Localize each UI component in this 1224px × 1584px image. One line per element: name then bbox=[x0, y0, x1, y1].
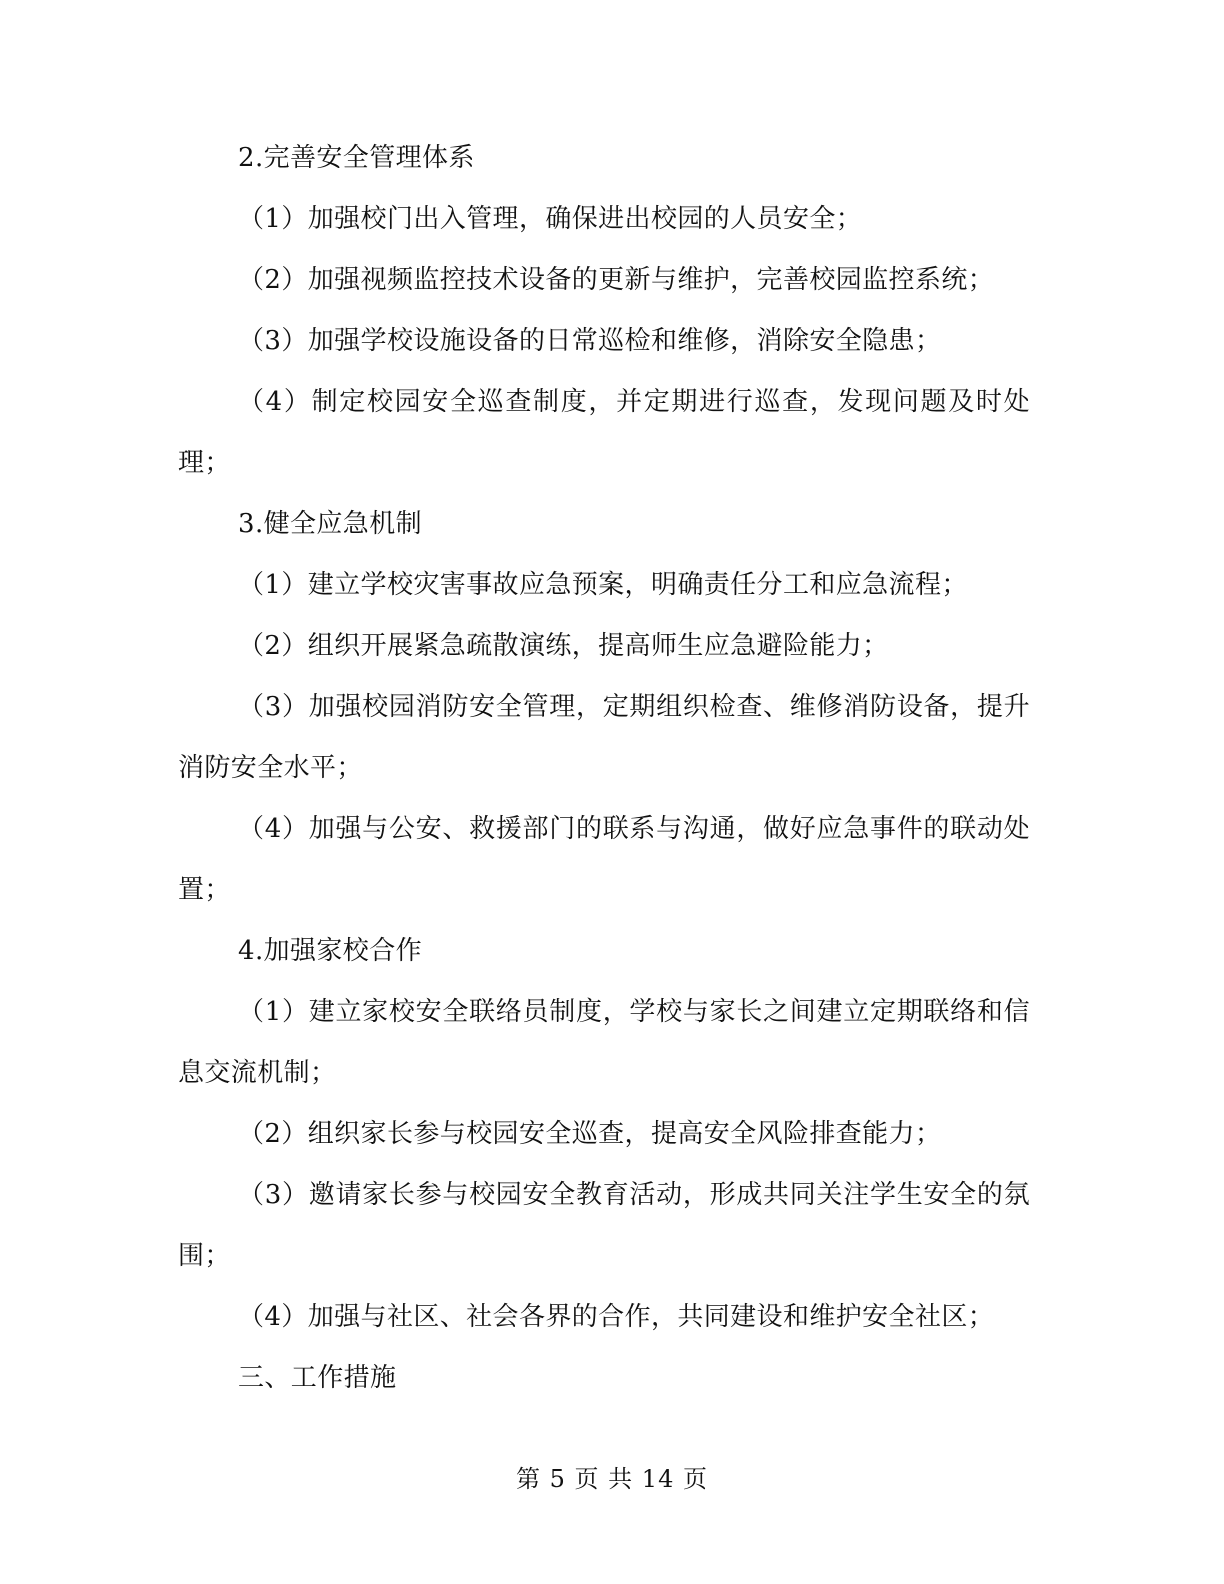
section-heading: 2.完善安全管理体系 bbox=[238, 143, 475, 173]
page-footer: 第 5 页 共 14 页 bbox=[516, 1465, 708, 1493]
document-body bbox=[178, 128, 1030, 1409]
section-heading: 3.健全应急机制 bbox=[238, 509, 423, 539]
list-item: （4）加强与公安、救援部门的联系与沟通，做好应急事件的联动处置； bbox=[178, 814, 1030, 905]
list-item: （4）制定校园安全巡查制度，并定期进行巡查，发现问题及时处理； bbox=[178, 387, 1030, 478]
list-item: （3）加强学校设施设备的日常巡检和维修，消除安全隐患； bbox=[238, 326, 942, 356]
list-item: （1）建立家校安全联络员制度，学校与家长之间建立定期联络和信息交流机制； bbox=[178, 997, 1030, 1088]
list-item: （1）加强校门出入管理，确保进出校园的人员安全； bbox=[238, 204, 863, 234]
list-item: （3）邀请家长参与校园安全教育活动，形成共同关注学生安全的氛围； bbox=[178, 1180, 1030, 1271]
list-item: （4）加强与社区、社会各界的合作，共同建设和维护安全社区； bbox=[238, 1302, 995, 1332]
section-heading: 4.加强家校合作 bbox=[238, 936, 423, 966]
list-item: （1）建立学校灾害事故应急预案，明确责任分工和应急流程； bbox=[238, 570, 968, 600]
section-heading: 三、工作措施 bbox=[238, 1363, 397, 1393]
list-item: （2）组织开展紧急疏散演练，提高师生应急避险能力； bbox=[238, 631, 889, 661]
list-item: （2）组织家长参与校园安全巡查，提高安全风险排查能力； bbox=[238, 1119, 942, 1149]
list-item: （2）加强视频监控技术设备的更新与维护，完善校园监控系统； bbox=[238, 265, 995, 295]
list-item: （3）加强校园消防安全管理，定期组织检查、维修消防设备，提升消防安全水平； bbox=[178, 692, 1030, 783]
